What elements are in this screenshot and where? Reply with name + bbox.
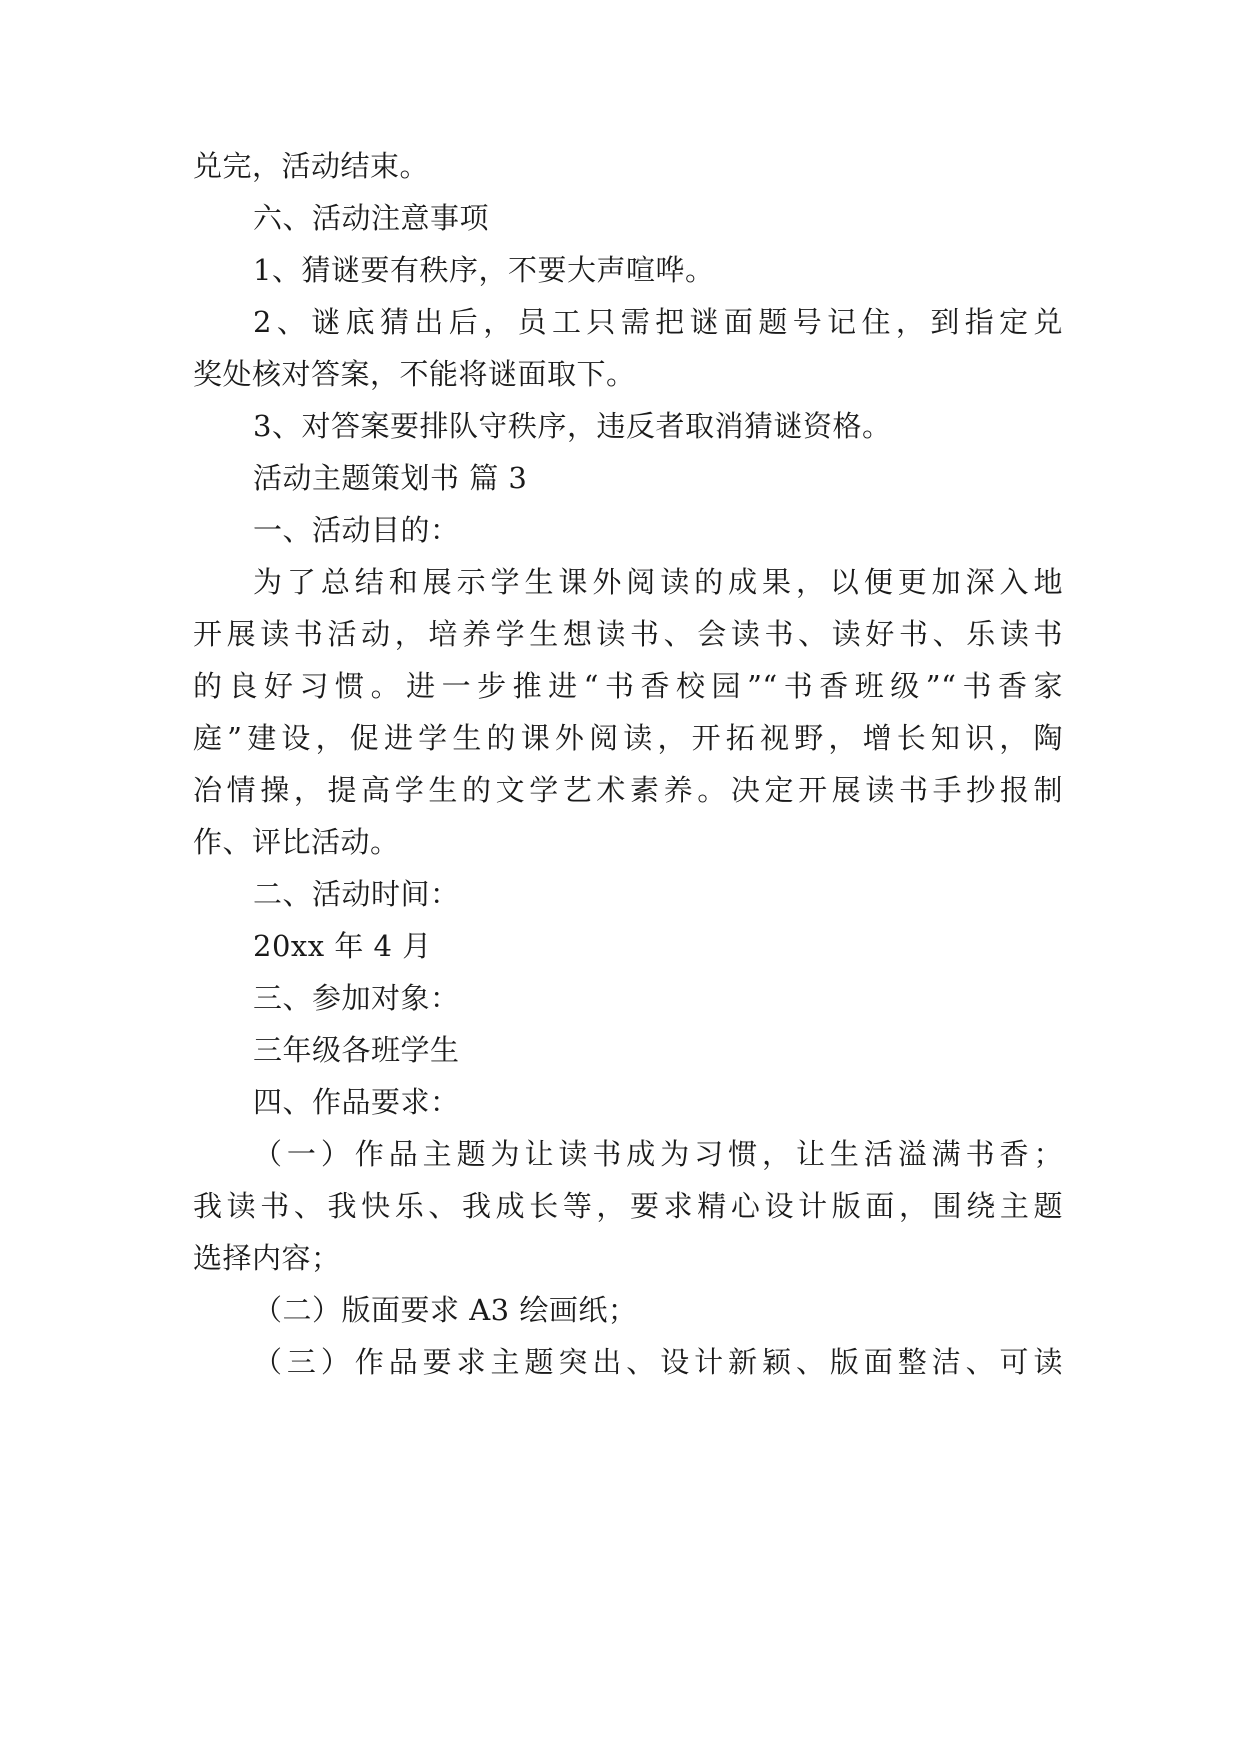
paragraph-line: 冶情操，提高学生的文学艺术素养。决定开展读书手抄报制 — [193, 773, 1063, 807]
paragraph-line: 庭”建设，促进学生的课外阅读，开拓视野，增长知识，陶 — [193, 721, 1063, 755]
requirement-2: （二）版面要求 A3 绘画纸； — [253, 1293, 638, 1327]
activity-date: 20xx 年 4 月 — [253, 929, 432, 963]
requirement-1-cont: 我读书、我快乐、我成长等，要求精心设计版面，围绕主题 — [193, 1189, 1063, 1223]
section-heading-4: 四、作品要求： — [253, 1085, 460, 1119]
article-title: 活动主题策划书 篇 3 — [253, 461, 528, 495]
paragraph-line: 的良好习惯。进一步推进“书香校园”“书香班级”“书香家 — [193, 669, 1063, 703]
participants: 三年级各班学生 — [253, 1033, 460, 1067]
note-item-3: 3、对答案要排队守秩序，违反者取消猜谜资格。 — [253, 409, 892, 443]
note-item-1: 1、猜谜要有秩序，不要大声喧哗。 — [253, 253, 715, 287]
requirement-1-cont: 选择内容； — [193, 1241, 341, 1275]
paragraph-line: 作、评比活动。 — [193, 825, 400, 859]
section-heading-2: 二、活动时间： — [253, 877, 460, 911]
section-heading-1: 一、活动目的： — [253, 513, 460, 547]
text-line-1: 兑完，活动结束。 — [193, 149, 430, 183]
section-heading-3: 三、参加对象： — [253, 981, 460, 1015]
note-item-2-cont: 奖处核对答案，不能将谜面取下。 — [193, 357, 636, 391]
note-item-2: 2、谜底猜出后，员工只需把谜面题号记住，到指定兑 — [253, 305, 1063, 339]
section-heading-6: 六、活动注意事项 — [253, 201, 490, 235]
requirement-3: （三）作品要求主题突出、设计新颖、版面整洁、可读 — [253, 1345, 1063, 1379]
requirement-1: （一）作品主题为让读书成为习惯，让生活溢满书香； — [253, 1137, 1063, 1171]
paragraph-line: 为了总结和展示学生课外阅读的成果，以便更加深入地 — [253, 565, 1063, 599]
paragraph-line: 开展读书活动，培养学生想读书、会读书、读好书、乐读书 — [193, 617, 1063, 651]
